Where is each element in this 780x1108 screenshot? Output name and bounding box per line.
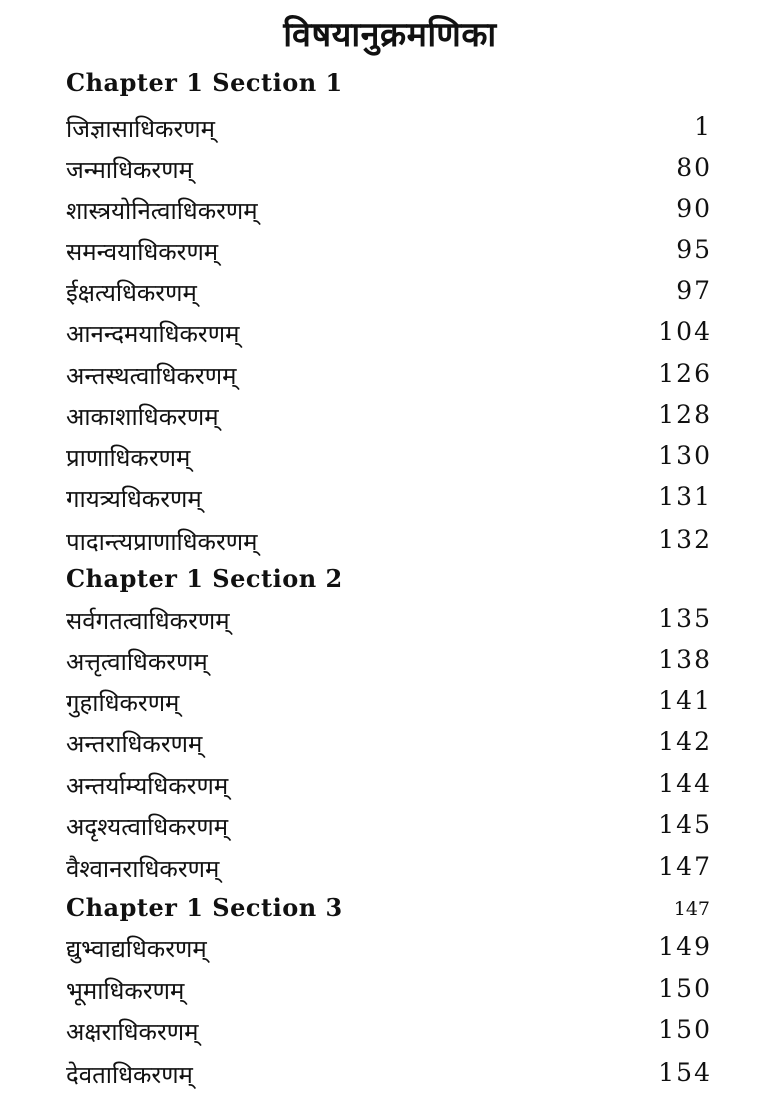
toc-entry [66,235,712,275]
entry-page: 145 [658,810,712,839]
entry-page: 80 [676,153,712,182]
entry-title: देवताधिकरणम् [66,1061,193,1089]
entry-page: 138 [658,645,712,674]
entry-page: 144 [658,769,712,798]
entry-page: 130 [658,441,712,470]
entry-title: आनन्दमयाधिकरणम् [66,320,240,348]
section-page: 147 [673,898,710,920]
entry-title: अत्तृत्वाधिकरणम् [66,648,208,676]
entry-page: 154 [658,1058,712,1087]
entry-page: 149 [658,932,712,961]
toc-entry [66,317,712,357]
toc-entry [66,810,712,850]
entry-title: शास्त्रयोनित्वाधिकरणम् [66,197,258,225]
toc-entry [66,974,712,1014]
entry-title: पादान्त्यप्राणाधिकरणम् [66,528,258,556]
entry-page: 90 [676,194,712,223]
entry-page: 150 [658,1015,712,1044]
entry-page: 141 [658,686,712,715]
entry-title: गायत्र्यधिकरणम् [66,485,202,513]
entry-title: अन्तर्याम्यधिकरणम् [66,772,229,800]
entry-page: 1 [694,112,712,141]
toc-entry [66,153,712,193]
toc-entry [66,852,712,892]
entry-title: आकाशाधिकरणम् [66,403,219,431]
entry-page: 132 [658,525,712,554]
toc-entry [66,932,712,972]
toc-entry [66,194,712,234]
toc-entry [66,400,712,440]
entry-title: भूमाधिकरणम् [66,977,185,1005]
toc-entry [66,604,712,644]
toc-entry [66,276,712,316]
entry-page: 128 [658,400,712,429]
toc-entry [66,1058,712,1098]
entry-title: सर्वगतत्वाधिकरणम् [66,607,230,635]
entry-page: 104 [658,317,712,346]
entry-page: 97 [676,276,712,305]
entry-page: 126 [658,359,712,388]
entry-title: अदृश्यत्वाधिकरणम् [66,813,229,841]
entry-title: प्राणाधिकरणम् [66,444,191,472]
entry-title: जन्माधिकरणम् [66,156,193,184]
entry-page: 150 [658,974,712,1003]
section-heading: Chapter 1 Section 2 [66,564,343,593]
entry-title: अन्तराधिकरणम् [66,730,203,758]
toc-entry [66,441,712,481]
page-title: विषयानुक्रमणिका [283,15,497,55]
toc-entry [66,482,712,522]
toc-entry [66,727,712,767]
entry-page: 142 [658,727,712,756]
toc-entry [66,359,712,399]
section-heading: Chapter 1 Section 1 [66,68,343,97]
entry-page: 135 [658,604,712,633]
entry-page: 95 [676,235,712,264]
toc-entry [66,525,712,565]
toc-entry [66,686,712,726]
entry-title: समन्वयाधिकरणम् [66,238,219,266]
entry-title: अक्षराधिकरणम् [66,1018,199,1046]
toc-entry [66,645,712,685]
entry-title: ईक्षत्यधिकरणम् [66,279,197,307]
toc-entry [66,769,712,809]
toc-entry [66,1015,712,1055]
entry-title: वैश्वानराधिकरणम् [66,855,220,883]
entry-title: गुहाधिकरणम् [66,689,180,717]
entry-title: जिज्ञासाधिकरणम् [66,115,215,143]
entry-page: 147 [658,852,712,881]
entry-title: द्युभ्वाद्यधिकरणम् [66,935,207,963]
section-heading: Chapter 1 Section 3 [66,893,343,922]
entry-title: अन्तस्थत्वाधिकरणम् [66,362,237,390]
toc-entry [66,112,712,152]
entry-page: 131 [658,482,712,511]
